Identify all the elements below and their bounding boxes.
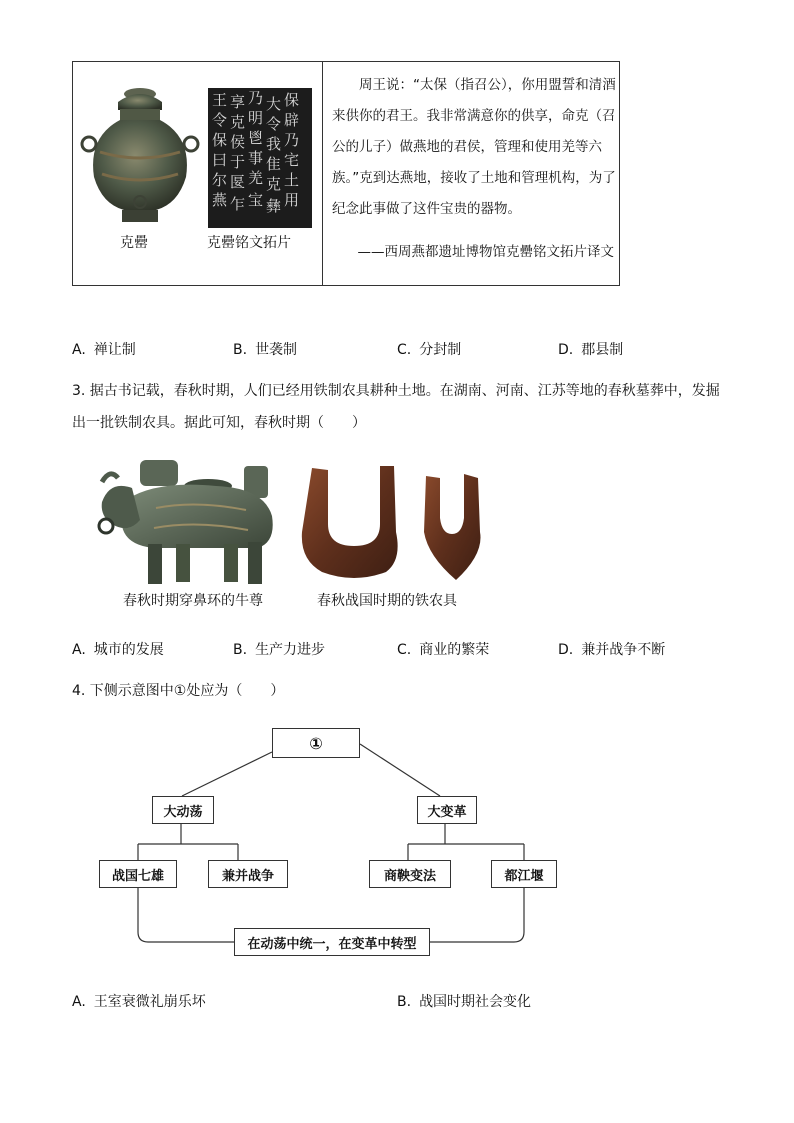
diagram-box-right-a: 商鞅变法	[369, 860, 451, 888]
diagram-box-bottom: 在动荡中统一，在变革中转型	[234, 928, 430, 956]
q2-option-c[interactable]: C. 分封制	[397, 342, 462, 358]
q2-option-a[interactable]: A. 禅让制	[72, 342, 136, 358]
quote-source: ——西周燕都遗址博物馆克罍铭文拓片译文	[357, 244, 614, 260]
diagram-box-right-mid: 大变革	[417, 796, 477, 824]
q3-option-b[interactable]: B. 生产力进步	[233, 642, 326, 658]
q3-option-c[interactable]: C. 商业的繁荣	[397, 642, 490, 658]
inscription-rubbing-image: 王 令 保 曰 尔 燕 享 克 侯 于 匽 乍 乃 明 鬯 事 羌 宝 大 令 我 隹 克 彝 保 辟 乃 宅 土 用	[208, 88, 312, 228]
q3-stem-line1: 3. 据古书记载，春秋时期，人们已经用铁制农具耕种土地。在湖南、河南、江苏等地的春秋墓葬中，发掘	[72, 383, 720, 399]
ox-zun-caption: 春秋时期穿鼻环的牛尊	[123, 593, 263, 609]
q2-option-b[interactable]: B. 世袭制	[233, 342, 298, 358]
diagram-box-left-b: 兼并战争	[208, 860, 288, 888]
diagram-box-top: ①	[272, 728, 360, 758]
vessel-caption: 克罍	[120, 235, 148, 251]
diagram-box-right-b: 都江堰	[491, 860, 557, 888]
diagram-box-left-mid: 大动荡	[152, 796, 214, 824]
quote-text: 周王说：“太保（指召公），你用盟誓和清酒来供你的君王。我非常满意你的供享，命克（召公的儿子）做燕地的君侯，管理和使用羌等六族。”克到达燕地，接收了土地和管理机构，为了纪念此事做了这件宝贵的器物。	[332, 77, 616, 217]
q3-option-d[interactable]: D. 兼并战争不断	[558, 642, 666, 658]
q2-option-d[interactable]: D. 郡县制	[558, 342, 624, 358]
q4-option-b[interactable]: B. 战国时期社会变化	[397, 994, 532, 1010]
q3-option-a[interactable]: A. 城市的发展	[72, 642, 164, 658]
rubbing-caption: 克罍铭文拓片	[207, 235, 291, 251]
q3-stem-line2: 出一批铁制农具。据此可知，春秋时期（ ）	[72, 415, 366, 431]
q4-option-a[interactable]: A. 王室衰微礼崩乐坏	[72, 994, 206, 1010]
iron-tools-caption: 春秋战国时期的铁农具	[317, 593, 457, 609]
q4-stem: 4. 下侧示意图中①处应为（ ）	[72, 683, 285, 699]
diagram-box-left-a: 战国七雄	[99, 860, 177, 888]
